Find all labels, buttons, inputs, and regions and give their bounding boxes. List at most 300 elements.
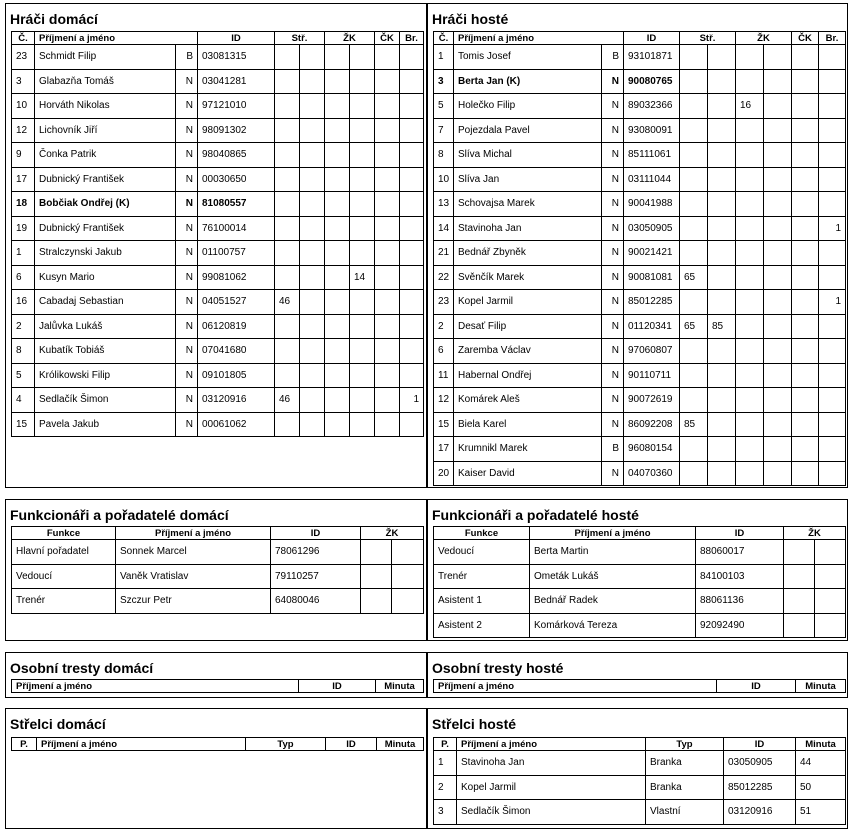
player-number: 7 <box>434 118 454 143</box>
red-card-minute <box>792 314 819 339</box>
home-officials-table <box>11 526 424 614</box>
yellow-card-minute-2 <box>350 388 375 413</box>
yellow-card-minute-2 <box>815 564 846 589</box>
player-row <box>434 167 846 192</box>
header-id: ID <box>326 738 377 751</box>
yellow-card-minute-2 <box>764 45 792 70</box>
home-officials-header <box>12 527 424 540</box>
player-name: Holečko Filip <box>454 94 602 119</box>
official-name: Sonnek Marcel <box>116 540 271 565</box>
substitution-minute-2 <box>300 69 325 94</box>
substitution-minute-2 <box>300 167 325 192</box>
official-role: Hlavní pořadatel <box>12 540 116 565</box>
yellow-card-minute-2 <box>350 192 375 217</box>
away-officials-panel <box>427 499 848 641</box>
player-name: Stavinoha Jan <box>454 216 602 241</box>
player-position: N <box>176 69 198 94</box>
yellow-card-minute-2 <box>764 339 792 364</box>
player-number: 15 <box>12 412 35 437</box>
substitution-minute-1 <box>680 118 708 143</box>
player-position: N <box>602 143 624 168</box>
yellow-card-minute-1 <box>736 437 764 462</box>
yellow-card-minute-2 <box>764 290 792 315</box>
player-name: Bednář Zbyněk <box>454 241 602 266</box>
goals-count <box>819 388 846 413</box>
goals-count <box>400 167 424 192</box>
substitution-minute-2 <box>300 363 325 388</box>
goals-count <box>819 265 846 290</box>
player-id: 96080154 <box>624 437 680 462</box>
goals-count <box>400 192 424 217</box>
header-minute: Minuta <box>796 738 846 751</box>
player-number: 16 <box>12 290 35 315</box>
player-id: 03041281 <box>198 69 275 94</box>
player-position: N <box>602 241 624 266</box>
scorer-id: 03050905 <box>724 751 796 776</box>
substitution-minute-2 <box>300 314 325 339</box>
substitution-minute-1: 46 <box>275 388 300 413</box>
substitution-minute-2 <box>708 216 736 241</box>
header-name: Příjmení a jméno <box>530 527 696 540</box>
yellow-card-minute-1 <box>736 388 764 413</box>
player-name: Sedlačík Šimon <box>35 388 176 413</box>
goals-count <box>400 94 424 119</box>
official-row <box>434 613 846 638</box>
red-card-minute <box>792 118 819 143</box>
player-number: 18 <box>12 192 35 217</box>
yellow-card-minute-2 <box>764 69 792 94</box>
yellow-card-minute-1 <box>736 45 764 70</box>
yellow-card-minute-1 <box>736 461 764 486</box>
official-id: 78061296 <box>271 540 361 565</box>
official-row <box>434 564 846 589</box>
header-red-card: ČK <box>375 32 400 45</box>
goals-count <box>400 69 424 94</box>
substitution-minute-1 <box>275 412 300 437</box>
player-id: 76100014 <box>198 216 275 241</box>
red-card-minute <box>792 167 819 192</box>
player-id: 06120819 <box>198 314 275 339</box>
player-name: Biela Karel <box>454 412 602 437</box>
yellow-card-minute-2 <box>392 589 424 614</box>
player-position: N <box>602 216 624 241</box>
yellow-card-minute-1 <box>325 94 350 119</box>
away-scorers-header <box>434 738 846 751</box>
official-row <box>12 540 424 565</box>
player-name: Kubatík Tobiáš <box>35 339 176 364</box>
player-id: 90081081 <box>624 265 680 290</box>
player-position: N <box>602 363 624 388</box>
player-row <box>434 388 846 413</box>
header-yellow-card: ŽK <box>361 527 424 540</box>
header-red-card: ČK <box>792 32 819 45</box>
red-card-minute <box>375 69 400 94</box>
goal-type: Branka <box>646 775 724 800</box>
substitution-minute-2 <box>300 118 325 143</box>
yellow-card-minute-2 <box>764 192 792 217</box>
player-position: N <box>176 314 198 339</box>
player-number: 12 <box>12 118 35 143</box>
header-minute: Minuta <box>796 680 846 693</box>
player-name: Bobčiak Ondřej (K) <box>35 192 176 217</box>
player-position: N <box>602 388 624 413</box>
header-name: Příjmení a jméno <box>35 32 198 45</box>
player-name: Kaiser David <box>454 461 602 486</box>
substitution-minute-1 <box>680 461 708 486</box>
goals-count <box>819 143 846 168</box>
yellow-card-minute-1 <box>736 192 764 217</box>
player-id: 04051527 <box>198 290 275 315</box>
red-card-minute <box>375 388 400 413</box>
player-number: 1 <box>12 241 35 266</box>
yellow-card-minute-1 <box>736 118 764 143</box>
away-penalties-header <box>434 680 846 693</box>
yellow-card-minute-2 <box>764 216 792 241</box>
player-name: Glabazňa Tomáš <box>35 69 176 94</box>
player-name: Habernal Ondřej <box>454 363 602 388</box>
substitution-minute-2 <box>708 69 736 94</box>
player-id: 03081315 <box>198 45 275 70</box>
goals-count <box>819 241 846 266</box>
yellow-card-minute-1 <box>325 339 350 364</box>
substitution-minute-2 <box>708 45 736 70</box>
player-name: Desať Filip <box>454 314 602 339</box>
goals-count <box>400 363 424 388</box>
yellow-card-minute-1: 16 <box>736 94 764 119</box>
header-id: ID <box>624 32 680 45</box>
red-card-minute <box>792 94 819 119</box>
header-substitution: Stř. <box>680 32 736 45</box>
player-position: N <box>176 118 198 143</box>
official-id: 84100103 <box>696 564 784 589</box>
player-row <box>12 69 424 94</box>
player-row <box>434 94 846 119</box>
header-id: ID <box>198 32 275 45</box>
substitution-minute-1 <box>275 363 300 388</box>
player-number: 8 <box>12 339 35 364</box>
goals-count <box>400 216 424 241</box>
player-number: 19 <box>12 216 35 241</box>
header-id: ID <box>299 680 376 693</box>
player-number: 2 <box>434 314 454 339</box>
player-position: N <box>602 118 624 143</box>
substitution-minute-2 <box>708 265 736 290</box>
substitution-minute-1 <box>680 363 708 388</box>
yellow-card-minute-2 <box>350 290 375 315</box>
substitution-minute-2 <box>300 290 325 315</box>
yellow-card-minute-1 <box>325 363 350 388</box>
player-id: 98091302 <box>198 118 275 143</box>
player-number: 10 <box>434 167 454 192</box>
player-number: 8 <box>434 143 454 168</box>
substitution-minute-1 <box>275 143 300 168</box>
player-name: Królikowski Filip <box>35 363 176 388</box>
yellow-card-minute-2 <box>350 69 375 94</box>
player-number: 14 <box>434 216 454 241</box>
player-name: Dubnický František <box>35 216 176 241</box>
goals-count <box>819 45 846 70</box>
player-position: N <box>602 412 624 437</box>
scorer-row <box>434 775 846 800</box>
player-name: Čonka Patrik <box>35 143 176 168</box>
substitution-minute-2 <box>708 461 736 486</box>
yellow-card-minute-2 <box>764 437 792 462</box>
player-id: 85012285 <box>624 290 680 315</box>
substitution-minute-1 <box>680 241 708 266</box>
goals-count <box>400 118 424 143</box>
goals-count <box>400 412 424 437</box>
yellow-card-minute-1 <box>325 412 350 437</box>
player-number: 6 <box>434 339 454 364</box>
header-goals: Br. <box>819 32 846 45</box>
yellow-card-minute-1 <box>784 540 815 565</box>
player-position: N <box>176 339 198 364</box>
substitution-minute-1 <box>275 216 300 241</box>
player-name: Komárek Aleš <box>454 388 602 413</box>
player-id: 81080557 <box>198 192 275 217</box>
yellow-card-minute-2 <box>350 339 375 364</box>
player-number: 5 <box>434 94 454 119</box>
player-row <box>434 461 846 486</box>
player-name: Slíva Michal <box>454 143 602 168</box>
player-row <box>12 314 424 339</box>
official-name: Berta Martin <box>530 540 696 565</box>
substitution-minute-2 <box>300 388 325 413</box>
yellow-card-minute-1 <box>736 363 764 388</box>
substitution-minute-1 <box>680 45 708 70</box>
player-position: N <box>602 69 624 94</box>
scorer-name: Kopel Jarmil <box>457 775 646 800</box>
player-row <box>434 265 846 290</box>
substitution-minute-1: 65 <box>680 265 708 290</box>
scorer-order: 3 <box>434 800 457 825</box>
player-row <box>434 437 846 462</box>
player-position: B <box>602 437 624 462</box>
home-players-header <box>12 32 424 45</box>
official-role: Vedoucí <box>12 564 116 589</box>
home-penalties-header <box>12 680 424 693</box>
player-name: Lichovník Jiří <box>35 118 176 143</box>
goals-count <box>400 314 424 339</box>
home-scorers-panel <box>5 708 427 829</box>
player-id: 90041988 <box>624 192 680 217</box>
official-row <box>434 589 846 614</box>
yellow-card-minute-2 <box>764 388 792 413</box>
substitution-minute-2 <box>300 192 325 217</box>
player-name: Kopel Jarmil <box>454 290 602 315</box>
yellow-card-minute-1 <box>736 314 764 339</box>
away-players-table <box>433 31 846 486</box>
yellow-card-minute-2 <box>764 241 792 266</box>
goals-count <box>400 265 424 290</box>
header-yellow-card: ŽK <box>736 32 792 45</box>
goals-count <box>819 118 846 143</box>
home-penalties-panel <box>5 652 427 698</box>
player-position: N <box>602 290 624 315</box>
goal-minute: 50 <box>796 775 846 800</box>
header-role: Funkce <box>12 527 116 540</box>
player-id: 09101805 <box>198 363 275 388</box>
goals-count: 1 <box>819 216 846 241</box>
substitution-minute-1 <box>275 339 300 364</box>
away-penalties-panel <box>427 652 848 698</box>
player-row <box>434 363 846 388</box>
player-row <box>434 45 846 70</box>
red-card-minute <box>375 265 400 290</box>
goals-count <box>400 339 424 364</box>
substitution-minute-2 <box>708 94 736 119</box>
player-number: 9 <box>12 143 35 168</box>
yellow-card-minute-1 <box>325 143 350 168</box>
player-row <box>434 118 846 143</box>
player-id: 93080091 <box>624 118 680 143</box>
red-card-minute <box>375 118 400 143</box>
player-id: 93101871 <box>624 45 680 70</box>
header-minute: Minuta <box>376 680 424 693</box>
home-scorers-title: Střelci domácí <box>10 716 106 732</box>
official-name: Komárková Tereza <box>530 613 696 638</box>
substitution-minute-1: 65 <box>680 314 708 339</box>
player-row <box>12 241 424 266</box>
official-role: Trenér <box>434 564 530 589</box>
away-players-panel <box>427 3 848 488</box>
player-name: Tomis Josef <box>454 45 602 70</box>
substitution-minute-2 <box>300 143 325 168</box>
red-card-minute <box>792 45 819 70</box>
player-position: N <box>602 167 624 192</box>
red-card-minute <box>375 314 400 339</box>
official-role: Asistent 1 <box>434 589 530 614</box>
player-id: 01100757 <box>198 241 275 266</box>
red-card-minute <box>792 388 819 413</box>
substitution-minute-2 <box>300 241 325 266</box>
away-officials-header <box>434 527 846 540</box>
player-name: Pavela Jakub <box>35 412 176 437</box>
substitution-minute-1: 85 <box>680 412 708 437</box>
yellow-card-minute-1 <box>736 339 764 364</box>
player-number: 13 <box>434 192 454 217</box>
yellow-card-minute-1 <box>736 241 764 266</box>
yellow-card-minute-2 <box>764 265 792 290</box>
goals-count <box>819 94 846 119</box>
player-id: 01120341 <box>624 314 680 339</box>
substitution-minute-2 <box>300 265 325 290</box>
player-number: 10 <box>12 94 35 119</box>
substitution-minute-2 <box>300 216 325 241</box>
yellow-card-minute-1 <box>325 290 350 315</box>
home-penalties-table <box>11 679 424 693</box>
yellow-card-minute-2 <box>350 45 375 70</box>
yellow-card-minute-1 <box>361 589 392 614</box>
substitution-minute-2 <box>708 241 736 266</box>
scorer-order: 1 <box>434 751 457 776</box>
goal-type: Vlastní <box>646 800 724 825</box>
header-id: ID <box>696 527 784 540</box>
player-row <box>12 216 424 241</box>
player-name: Dubnický František <box>35 167 176 192</box>
scorer-row <box>434 751 846 776</box>
goal-minute: 44 <box>796 751 846 776</box>
yellow-card-minute-1 <box>736 412 764 437</box>
substitution-minute-1 <box>275 45 300 70</box>
player-position: B <box>602 45 624 70</box>
official-role: Trenér <box>12 589 116 614</box>
player-position: N <box>176 388 198 413</box>
player-name: Cabadaj Sebastian <box>35 290 176 315</box>
substitution-minute-1 <box>275 94 300 119</box>
red-card-minute <box>375 339 400 364</box>
substitution-minute-1 <box>680 388 708 413</box>
away-scorers-title: Střelci hosté <box>432 716 517 732</box>
substitution-minute-1 <box>275 118 300 143</box>
scorer-name: Sedlačík Šimon <box>457 800 646 825</box>
official-id: 88061136 <box>696 589 784 614</box>
substitution-minute-2 <box>300 94 325 119</box>
player-name: Slíva Jan <box>454 167 602 192</box>
red-card-minute <box>375 94 400 119</box>
substitution-minute-1 <box>275 192 300 217</box>
header-name: Příjmení a jméno <box>37 738 246 751</box>
yellow-card-minute-1 <box>325 45 350 70</box>
yellow-card-minute-2 <box>350 167 375 192</box>
yellow-card-minute-2 <box>350 143 375 168</box>
yellow-card-minute-2 <box>350 363 375 388</box>
substitution-minute-1 <box>680 94 708 119</box>
player-name: Schmidt Filip <box>35 45 176 70</box>
player-position: N <box>602 339 624 364</box>
header-yellow-card: ŽK <box>784 527 846 540</box>
yellow-card-minute-2 <box>350 118 375 143</box>
player-row <box>434 290 846 315</box>
yellow-card-minute-2 <box>764 363 792 388</box>
substitution-minute-2 <box>708 437 736 462</box>
scorer-row <box>434 800 846 825</box>
player-id: 85111061 <box>624 143 680 168</box>
red-card-minute <box>792 339 819 364</box>
yellow-card-minute-2 <box>350 314 375 339</box>
player-row <box>434 69 846 94</box>
goals-count <box>819 461 846 486</box>
official-row <box>12 564 424 589</box>
yellow-card-minute-1 <box>325 216 350 241</box>
substitution-minute-1 <box>680 339 708 364</box>
player-position: N <box>176 143 198 168</box>
red-card-minute <box>375 241 400 266</box>
player-row <box>12 167 424 192</box>
substitution-minute-2 <box>708 167 736 192</box>
header-id: ID <box>724 738 796 751</box>
scorer-order: 2 <box>434 775 457 800</box>
player-position: N <box>176 192 198 217</box>
substitution-minute-1 <box>680 290 708 315</box>
substitution-minute-2: 85 <box>708 314 736 339</box>
home-players-panel <box>5 3 427 488</box>
player-id: 00061062 <box>198 412 275 437</box>
goals-count <box>400 290 424 315</box>
substitution-minute-1 <box>680 143 708 168</box>
player-id: 89032366 <box>624 94 680 119</box>
player-id: 03120916 <box>198 388 275 413</box>
yellow-card-minute-1 <box>736 167 764 192</box>
player-id: 97060807 <box>624 339 680 364</box>
player-position: N <box>176 412 198 437</box>
red-card-minute <box>375 216 400 241</box>
home-scorers-header <box>12 738 424 751</box>
goals-count <box>400 241 424 266</box>
away-players-title: Hráči hosté <box>432 11 509 27</box>
red-card-minute <box>375 192 400 217</box>
player-row <box>434 241 846 266</box>
